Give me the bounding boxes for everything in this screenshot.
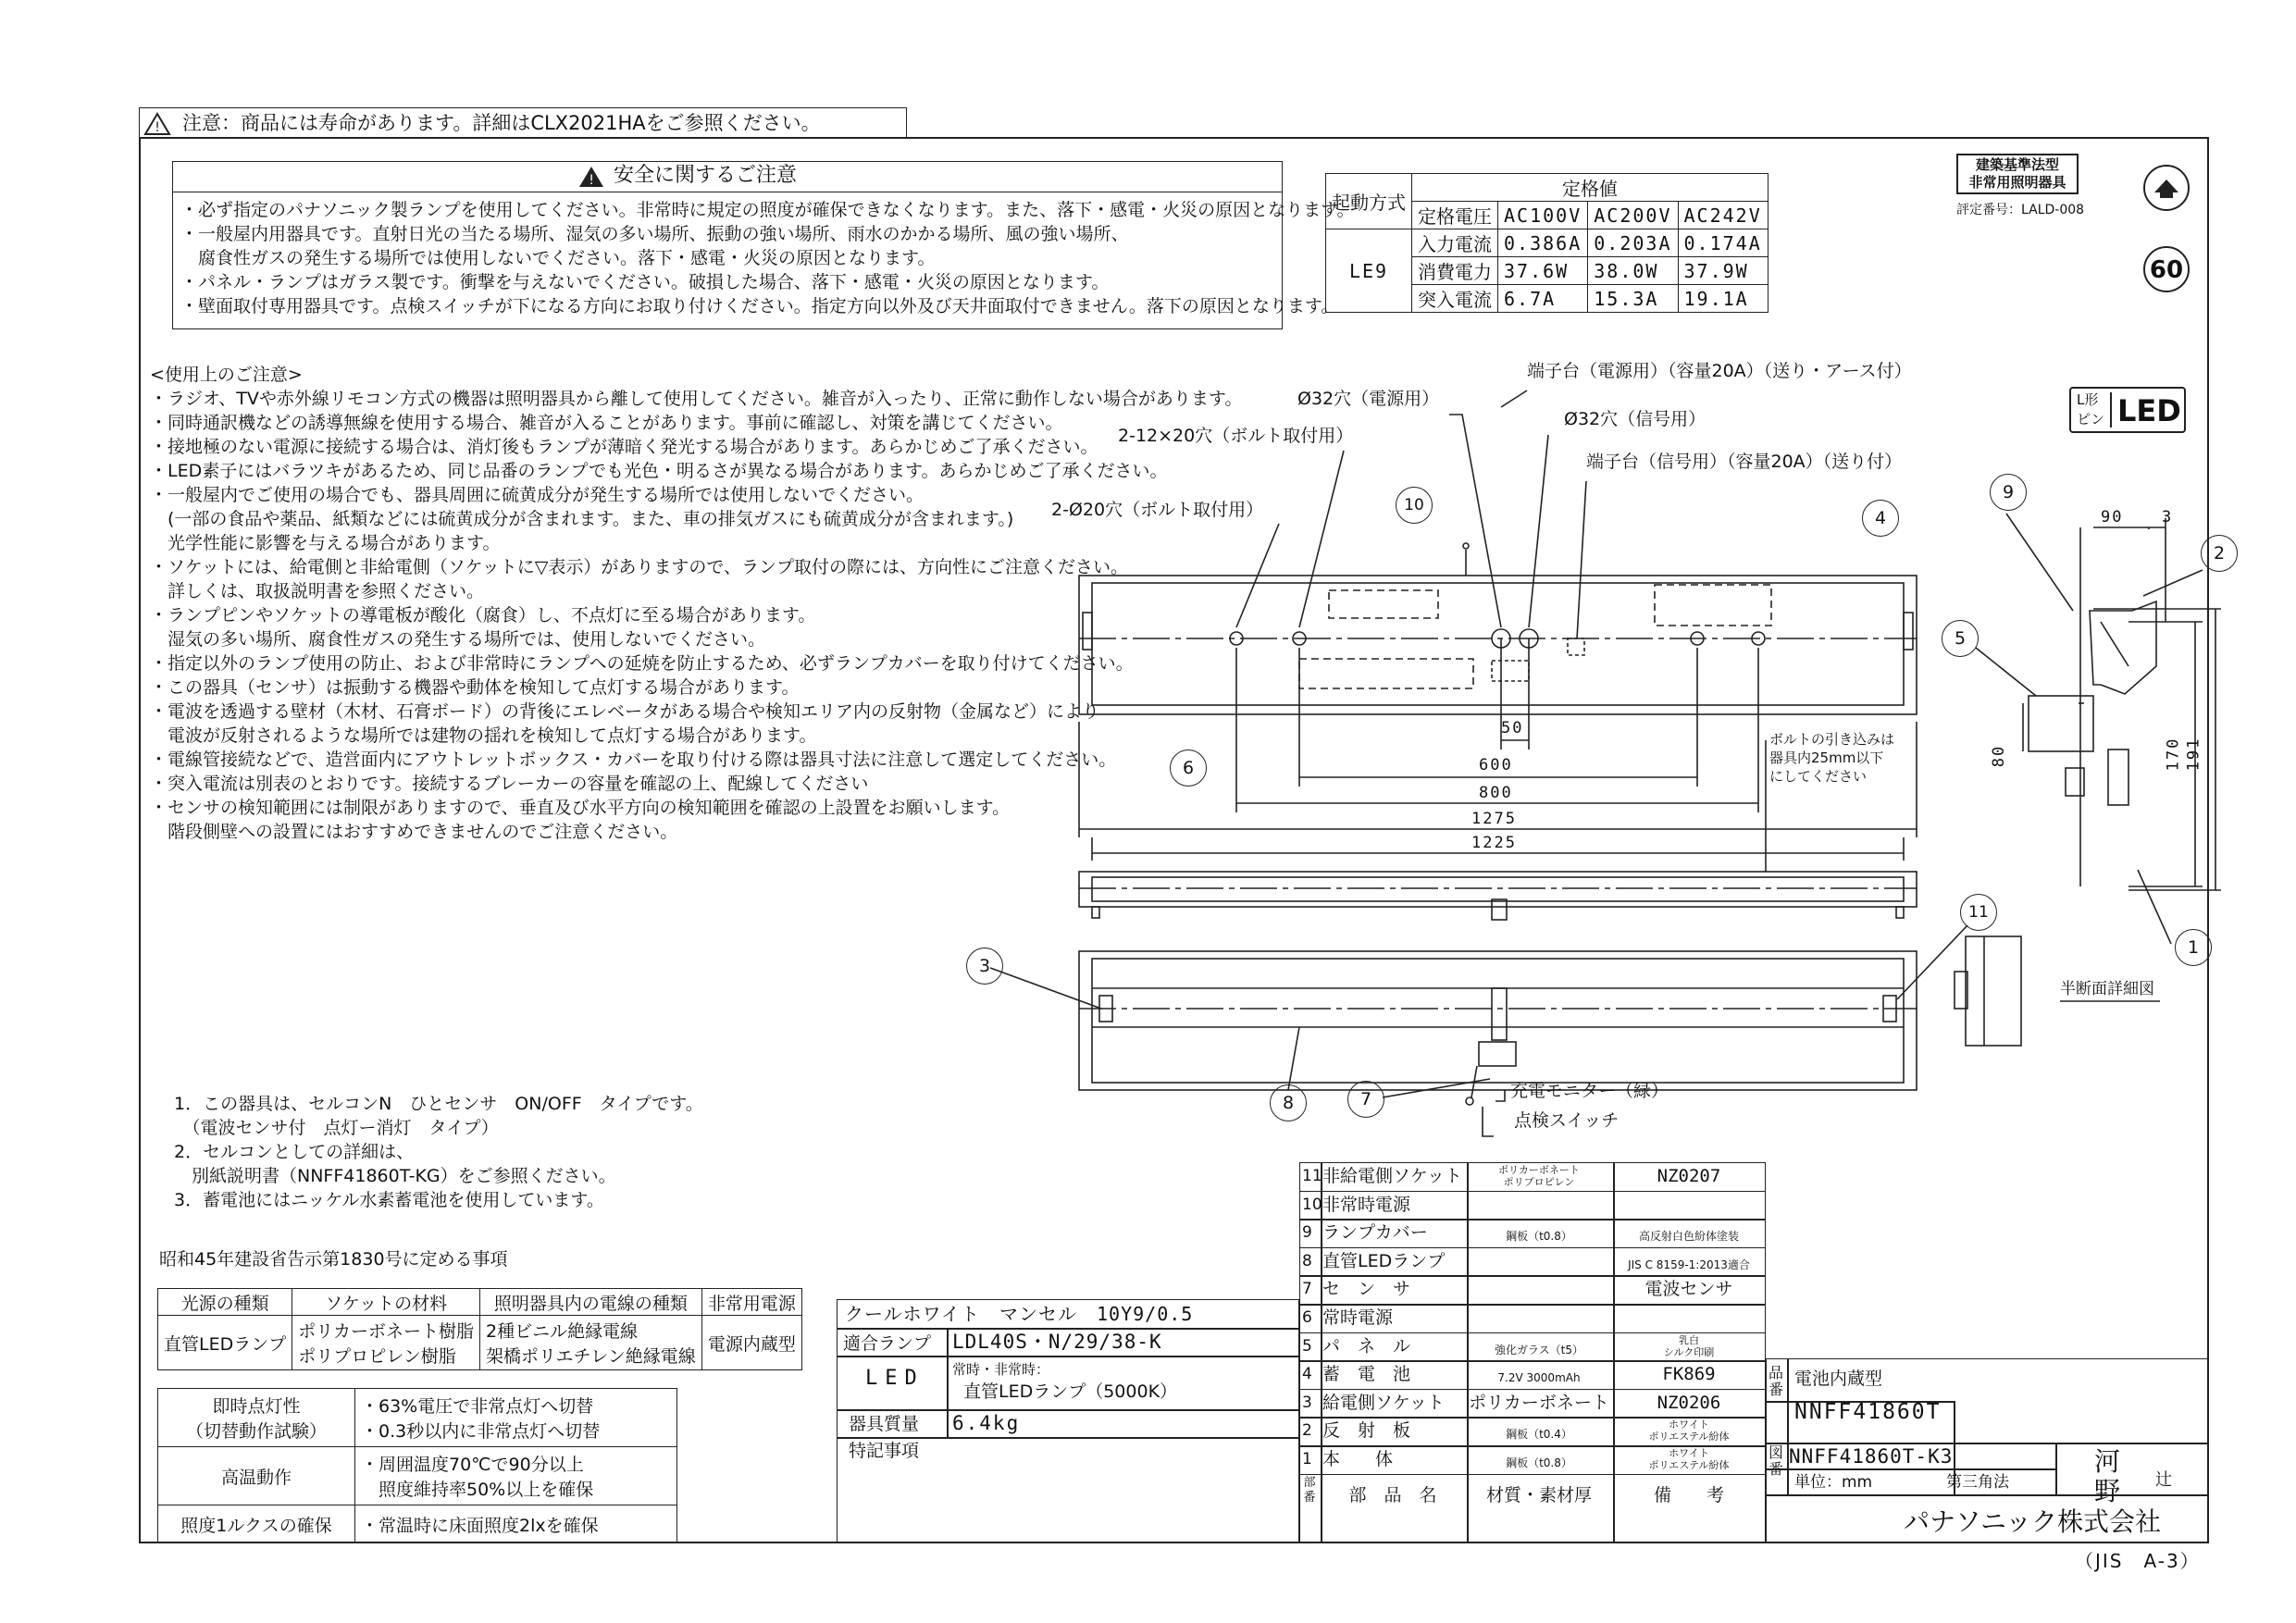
- usage-item: ・指定以外のランプ使用の防止、および非常時にランプへの延焼を防止するため、必ずランプカバーを取り付けてください。: [150, 653, 1134, 674]
- performance-table: 即時点灯性 （切替動作試験） ・63%電圧で非常点灯へ切替 ・0.3秒以内に非常点灯へ切替 高温動作 ・周囲温度70℃で90分以上 照度維持率50%以上を確保 照度1ルクスの確保 ・常温時に床面照度2lxを確保: [157, 1388, 677, 1543]
- rating-value: AC100V: [1498, 202, 1588, 229]
- safety-item: ・必ず指定のパナソニック製ランプを使用してください。非常時に規定の照度が確保できなくなります。また、落下・感電・火災の原因となります。: [180, 200, 1355, 220]
- usage-item: ・ラジオ、TVや赤外線リモコン方式の機器は照明器具から離して使用してください。雑音が入ったり、正常に動作しない場合があります。: [150, 389, 1243, 409]
- lamp-value: LDL40S・N/29/38-K: [952, 1331, 1162, 1353]
- projection: 第三角法: [1946, 1473, 2009, 1492]
- usage-item: ・ランプピンやソケットの導電板が酸化（腐食）し、不点灯に至る場合があります。: [150, 605, 816, 626]
- label-hole-power: Ø32穴（電源用）: [1297, 389, 1440, 409]
- callout-4: 4: [1862, 500, 1899, 537]
- parts-row-divider: [1299, 1191, 1766, 1193]
- callout-9: 9: [1990, 474, 2027, 511]
- part-name: 蓄 電 池: [1322, 1364, 1411, 1385]
- part-remark: 乳白 シルク印刷: [1663, 1333, 1715, 1358]
- mid-spec-block: [837, 1299, 1299, 1543]
- hinban-label: 品番: [1769, 1364, 1784, 1398]
- signature: 野: [2094, 1476, 2121, 1506]
- parts-header-number: 部番: [1303, 1475, 1316, 1505]
- callout-11: 11: [1960, 894, 1997, 931]
- lamp-label: 適合ランプ: [843, 1333, 932, 1354]
- rating-label: 消費電力: [1412, 257, 1498, 285]
- safety-item: ・壁面取付専用器具です。点検スイッチが下になる方向にお取り付けください。指定方向以外及び天井面取付できません。落下の原因となります。: [180, 296, 1339, 316]
- rating-value: AC242V: [1678, 202, 1768, 229]
- title-block: [1766, 1358, 2209, 1543]
- bottom-view: [990, 925, 1967, 1136]
- badge-60: 60: [2143, 246, 2190, 292]
- part-number: 5: [1302, 1336, 1312, 1356]
- usage-item: ・この器具（センサ）は振動する機器や動体を検知して点灯する場合があります。: [150, 677, 800, 698]
- start-method: LE9: [1326, 229, 1412, 313]
- label-terminal-signal: 端子台（信号用）（容量20A）（送り付）: [1586, 452, 1903, 472]
- caution-text: 注意：商品には寿命があります。詳細はCLX2021HAをご参照ください。: [182, 112, 821, 134]
- dim-90: 90: [2101, 508, 2124, 527]
- rating-value: 37.9W: [1678, 257, 1768, 285]
- usage-item: ・同時通訳機などの誘導無線を使用する場合、雑音が入ることがあります。事前に確認し、対策を講じてください。: [150, 413, 1063, 433]
- part-material: 強化ガラス（t5）: [1495, 1343, 1583, 1357]
- part-material: ポリカーボネート ポリプロピレン: [1498, 1164, 1580, 1188]
- rating-value: 0.386A: [1498, 229, 1588, 257]
- usage-item: 湿気の多い場所、腐食性ガスの発生する場所では、使用しないでください。: [150, 629, 766, 650]
- part-number: 9: [1302, 1223, 1312, 1243]
- part-remark: ホワイト ポリエステル紛体: [1648, 1419, 1730, 1443]
- paper-size: （JIS A-3）: [2075, 1550, 2201, 1572]
- drawing-number: NNFF41860T-K3: [1789, 1445, 1954, 1468]
- led-value: 常時・非常時：: [952, 1361, 1050, 1378]
- note-line: 3．蓄電池にはニッケル水素蓄電池を使用しています。: [174, 1190, 604, 1210]
- cert-number: 評定番号：LALD-008: [1956, 203, 2085, 217]
- usage-item: ・ソケットには、給電側と非給電側（ソケットに▽表示）がありますので、ランプ取付の際には、方向性にご注意ください。: [150, 557, 1128, 577]
- part-name: 直管LEDランプ: [1322, 1250, 1446, 1271]
- callout-10: 10: [1396, 487, 1433, 524]
- product-name: 電池内蔵型: [1794, 1369, 1883, 1389]
- start-method-label: 起動方式: [1326, 174, 1412, 229]
- part-number: 2: [1302, 1421, 1312, 1441]
- usage-item: 電波が反射されるような場所では建物の揺れを検知して点灯する場合があります。: [150, 725, 817, 746]
- part-number: 7: [1302, 1280, 1312, 1299]
- label-charge-monitor: 充電モニター（緑）: [1510, 1081, 1669, 1101]
- part-number: 11: [1302, 1167, 1322, 1185]
- dim-50: 50: [1501, 719, 1524, 737]
- part-remark: 電波センサ: [1644, 1279, 1733, 1300]
- rating-label: 定格電圧: [1412, 202, 1498, 229]
- part-name: 給電側ソケット: [1322, 1392, 1445, 1413]
- led-value: 直管LEDランプ（5000K）: [963, 1381, 1178, 1402]
- rating-value: 38.0W: [1588, 257, 1678, 285]
- rating-label: 入力電流: [1412, 229, 1498, 257]
- safety-item: ・一般屋内用器具です。直射日光の当たる場所、湿気の多い場所、振動の強い場所、雨水のかかる場所、風の強い場所、: [180, 224, 1129, 244]
- dim-3: 3: [2162, 508, 2174, 527]
- part-number: 6: [1302, 1308, 1312, 1327]
- part-remark: NZ0206: [1657, 1392, 1721, 1413]
- callout-8: 8: [1270, 1084, 1307, 1121]
- label-bolt-note: にしてください: [1769, 768, 1868, 785]
- label-check-switch: 点検スイッチ: [1514, 1110, 1620, 1131]
- dim-80: 80: [1990, 744, 2009, 768]
- signature: 河: [2094, 1446, 2121, 1477]
- part-remark: FK869: [1662, 1364, 1716, 1385]
- mass-label: 器具質量: [849, 1414, 920, 1434]
- part-name: 常時電源: [1322, 1307, 1394, 1328]
- parts-row-divider: [1299, 1304, 1766, 1306]
- usage-item: ・センサの検知範囲には制限がありますので、垂直及び水平方向の検知範囲を確認の上設置をお願いします。: [150, 798, 1011, 818]
- safety-item: ・パネル・ランプはガラス製です。衝撃を与えないでください。破損した場合、落下・感電・火災の原因となります。: [180, 272, 1110, 292]
- parts-row-divider: [1299, 1360, 1766, 1362]
- safety-item: 腐食性ガスの発生する場所では使用しないでください。落下・感電・火災の原因となります。: [180, 248, 936, 268]
- part-remark: ホワイト ポリエステル紛体: [1648, 1447, 1730, 1471]
- note-line: 2．セルコンとしての詳細は、: [174, 1142, 415, 1162]
- svg-text:!: !: [589, 173, 594, 188]
- parts-row-divider: [1299, 1474, 1766, 1476]
- label-hole-signal: Ø32穴（信号用）: [1564, 409, 1706, 429]
- unit: 単位：mm: [1794, 1473, 1873, 1492]
- part-number: 1: [1302, 1450, 1312, 1468]
- rated-label: 定格値: [1412, 174, 1769, 202]
- rating-value: 0.174A: [1678, 229, 1768, 257]
- usage-item: 詳しくは、取扱説明書を参照ください。: [150, 581, 485, 601]
- led-badge: L形 ピン LED: [2069, 387, 2186, 433]
- label-bolt-note: ボルトの引き込みは: [1769, 731, 1895, 748]
- label-bolt-note: 器具内25mm以下: [1769, 750, 1884, 766]
- mass-value: 6.4kg: [952, 1412, 1021, 1434]
- usage-title: <使用上のご注意>: [150, 365, 303, 385]
- usage-item: (一部の食品や薬品、紙類などには硫黄成分が含まれます。また、車の排気ガスにも硫黄成分が含まれます。): [150, 509, 1014, 529]
- part-material: ポリカーボネート: [1469, 1392, 1609, 1413]
- usage-item: 階段側壁への設置にはおすすめできませんのでご注意ください。: [150, 822, 678, 842]
- usage-item: ・接地極のない電源に接続する場合は、消灯後もランプが薄暗く発光する場合があります。あらかじめご了承ください。: [150, 437, 1098, 457]
- part-material: 鋼板（t0.8）: [1506, 1230, 1572, 1244]
- callout-1: 1: [2175, 929, 2212, 966]
- rating-value: 37.6W: [1498, 257, 1588, 285]
- part-remark: NZ0207: [1657, 1166, 1721, 1186]
- usage-item: ・電線管接続などで、造営面内にアウトレットボックス・カバーを取り付ける際は器具寸法に注意して選定してください。: [150, 750, 1117, 770]
- note-line: （電波センサ付 点灯ー消灯 タイプ）: [174, 1118, 499, 1138]
- notice-title: 昭和45年建設省告示第1830号に定める事項: [159, 1249, 508, 1270]
- dim-191: 191: [2184, 737, 2203, 772]
- label-terminal-power: 端子台（電源用）（容量20A）（送り・アース付）: [1527, 361, 1912, 381]
- usage-item: ・突入電流は別表のとおりです。接続するブレーカーの容量を確認の上、配線してください: [150, 774, 869, 794]
- part-number: 4: [1302, 1365, 1312, 1384]
- rating-value: 0.203A: [1588, 229, 1678, 257]
- parts-header-material: 材質・素材厚: [1485, 1484, 1592, 1505]
- dim-1225: 1225: [1471, 834, 1517, 852]
- led-label: LED: [865, 1367, 925, 1390]
- cert-line2: 非常用照明器具: [1968, 174, 2066, 191]
- company-name: パナソニック株式会社: [1904, 1506, 2162, 1537]
- dim-600: 600: [1479, 756, 1513, 774]
- remarks-label: 特記事項: [849, 1441, 920, 1461]
- dim-1275: 1275: [1471, 810, 1517, 828]
- part-name: 反 射 板: [1322, 1420, 1411, 1442]
- part-name: セ ン サ: [1322, 1279, 1411, 1300]
- svg-text:!: !: [155, 120, 160, 135]
- callout-7: 7: [1347, 1081, 1384, 1118]
- note-line: 別紙説明書（NNFF41860T-KG）をご参照ください。: [174, 1166, 616, 1186]
- part-remark: 高反射白色紛体塗装: [1638, 1230, 1739, 1244]
- parts-row-divider: [1299, 1389, 1766, 1391]
- usage-item: ・一般屋内でご使用の場合でも、器具周囲に硫黄成分が発生する場所では使用しないでください。: [150, 485, 925, 505]
- rating-value: 6.7A: [1498, 285, 1588, 313]
- usage-item: ・LED素子にはバラツキがあるため、同じ品番のランプでも光色・明るさが異なる場合があります。あらかじめご了承ください。: [150, 461, 1168, 481]
- part-name: 本 体: [1322, 1449, 1394, 1469]
- part-material: 鋼板（t0.4）: [1506, 1428, 1572, 1442]
- section-view: [1955, 514, 2221, 1046]
- rating-value: 15.3A: [1588, 285, 1678, 313]
- munsell-color: クールホワイト マンセル 10Y9/0.5: [845, 1303, 1194, 1325]
- part-name: パ ネ ル: [1322, 1335, 1411, 1357]
- usage-item: ・電波を透過する壁材（木材、石膏ボード）の背後にエレベータがある場合や検知エリア内の反射物（金属など）により: [150, 701, 1100, 722]
- part-name: 非給電側ソケット: [1322, 1166, 1462, 1186]
- zuban-label: 図番: [1769, 1443, 1784, 1478]
- part-material: 鋼板（t0.8）: [1506, 1456, 1572, 1469]
- product-number: NNFF41860T: [1794, 1400, 1942, 1424]
- label-bolt-12x20: 2-12×20穴（ボルト取付用）: [1118, 426, 1354, 446]
- callout-6: 6: [1170, 750, 1207, 787]
- label-section-caption: 半断面詳細図: [2060, 980, 2154, 998]
- rating-label: 突入電流: [1412, 285, 1498, 313]
- part-name: 非常時電源: [1322, 1194, 1411, 1215]
- part-number: 8: [1302, 1251, 1312, 1270]
- callout-5: 5: [1942, 620, 1979, 657]
- parts-row-divider: [1299, 1247, 1766, 1249]
- rating-value: AC200V: [1588, 202, 1678, 229]
- parts-rows: [1299, 1162, 1766, 1543]
- part-material: 7.2V 3000mAh: [1497, 1371, 1581, 1385]
- signature: 辻: [2155, 1470, 2172, 1490]
- safety-title: 安全に関するご注意: [614, 164, 798, 187]
- callout-2: 2: [2201, 535, 2238, 572]
- parts-row-divider: [1299, 1275, 1766, 1277]
- parts-header-name: 部 品 名: [1348, 1484, 1437, 1505]
- label-bolt-20: 2-Ø20穴（ボルト取付用）: [1051, 500, 1264, 520]
- usage-item: 光学性能に影響を与える場合があります。: [150, 533, 501, 553]
- dim-800: 800: [1479, 784, 1513, 802]
- part-remark: JIS C 8159-1:2013適合: [1628, 1258, 1750, 1271]
- callout-3: 3: [966, 948, 1003, 985]
- side-view: [1079, 872, 1917, 920]
- note-line: 1．この器具は、セルコンN ひとセンサ ON/OFF タイプです。: [174, 1094, 703, 1114]
- part-number: 10: [1302, 1195, 1322, 1214]
- spec-table: 光源の種類 ソケットの材料 照明器具内の電線の種類 非常用電源 直管LEDランプ ポリカーボネート樹脂 ポリプロピレン樹脂 2種ビニル絶縁電線 架橋ポリエチレン絶縁電線 電源内蔵型: [157, 1288, 802, 1370]
- parts-header-remark: 備 考: [1653, 1484, 1724, 1505]
- rating-value: 19.1A: [1678, 285, 1768, 313]
- dim-170: 170: [2164, 737, 2183, 772]
- part-name: ランプカバー: [1322, 1222, 1428, 1244]
- part-number: 3: [1302, 1393, 1312, 1412]
- cert-line1: 建築基準法型: [1975, 156, 2059, 173]
- parts-row-divider: [1299, 1219, 1766, 1220]
